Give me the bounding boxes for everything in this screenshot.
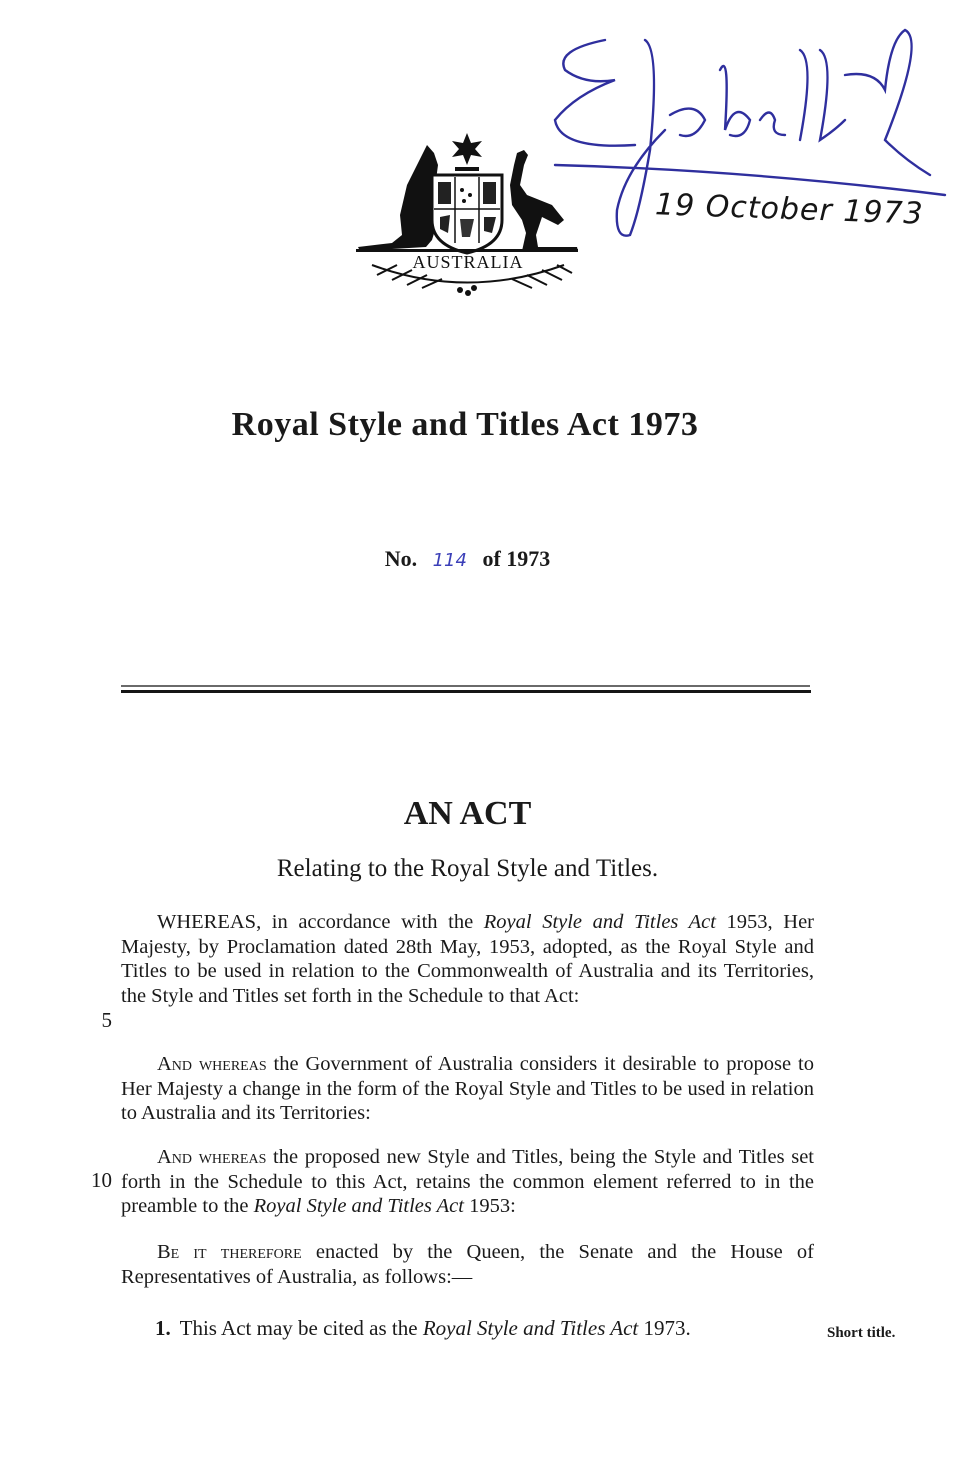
act-citation: Royal Style and Titles Act	[422, 1316, 639, 1340]
section-1	[155, 1316, 691, 1341]
preamble-paragraph-3	[121, 1145, 814, 1219]
paragraph-text: 1953, Her Majesty, by Proclamation dated 28th May, 1953, adopted, as the Royal Style and Titles to be used in relation to the Commonwealth of Australia and its Territories, the Style and Titles set forth in the Schedule to that Act:	[121, 911, 814, 1007]
line-number-10: 10	[91, 1168, 112, 1192]
margin-note-short-title: Short title.	[827, 1325, 896, 1341]
act-citation: Royal Style and Titles Act	[483, 911, 716, 933]
divider-thick	[121, 690, 811, 693]
long-title: Relating to the Royal Style and Titles.	[276, 855, 659, 882]
section-text: 1973.	[638, 1316, 691, 1340]
paragraph-text: 1953:	[463, 1195, 516, 1218]
enacting-clause	[121, 1240, 814, 1289]
divider-thin	[121, 685, 810, 687]
preamble-paragraph-2	[121, 1052, 814, 1126]
paragraph-lead: Be it therefore	[157, 1241, 302, 1263]
paragraph-lead: And whereas	[157, 1146, 267, 1168]
paragraph-text: the Government of Australia considers it desirable to propose to Her Majesty a change in the form of the Royal Style and Titles to be used in relation to Australia and its Territories:	[121, 1053, 814, 1125]
signature-date: 19 October 1973	[654, 187, 925, 232]
enactment-heading: AN ACT	[403, 795, 532, 832]
paragraph-text: the proposed new Style and Titles, being the Style and Titles set forth in the Schedule to this Act, retains the common element referred to in the preamble to the	[121, 1146, 815, 1218]
act-number	[0, 546, 935, 572]
section-text: This Act may be cited as the	[179, 1316, 423, 1340]
section-number: 1.	[155, 1316, 171, 1340]
paragraph-lead: And whereas	[157, 1053, 267, 1075]
act-number-handwritten: 114	[432, 550, 467, 571]
paragraph-text: , in accordance with the	[256, 911, 484, 933]
line-number-5: 5	[101, 1008, 112, 1032]
paragraph-lead: WHEREAS	[157, 911, 257, 933]
act-title: Royal Style and Titles Act 1973	[231, 406, 699, 443]
act-number-suffix: of 1973	[482, 546, 551, 571]
preamble-paragraph-1	[121, 910, 814, 1008]
act-number-prefix: No.	[384, 546, 418, 571]
paragraph-text: enacted by the Queen, the Senate and the House of Representatives of Australia, as follows:—	[121, 1241, 814, 1288]
act-citation: Royal Style and Titles Act	[253, 1195, 464, 1218]
emblem-label: AUSTRALIA	[412, 252, 524, 272]
